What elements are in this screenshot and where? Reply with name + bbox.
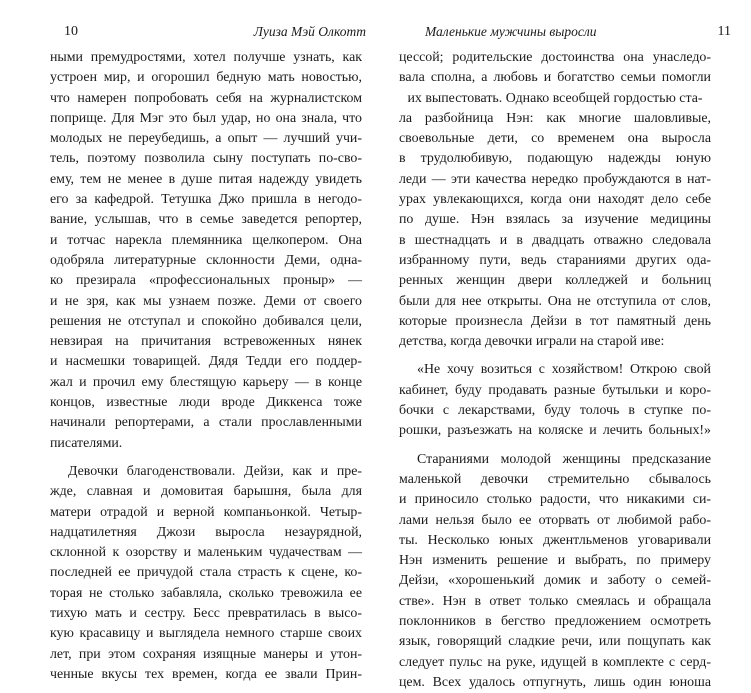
paragraph-gap: [399, 352, 711, 360]
text-line: вала сполна, а любовь и богатство семьи помогли: [399, 70, 711, 86]
text-line: одобряла литературные склонности Деми, одна-: [50, 252, 362, 268]
text-line: лами нельзя было ее оторвать от любимой рабо-: [399, 512, 711, 528]
text-line: невзирая на причитания встревоженных нянек: [50, 334, 362, 350]
left-running-head: Луиза Мэй Олкотт: [253, 24, 366, 39]
left-page-header: [50, 0, 366, 40]
text-line: своевольные дети, со временем она выросла: [399, 131, 711, 147]
text-line: жал и прочил ему блестящую карьеру — в конце: [50, 374, 362, 390]
text-line: и не зря, как мы узнаем позже. Деми от своего: [50, 293, 362, 309]
text-line: тихую мать и сестру. Бесс превратилась в высо-: [50, 606, 362, 622]
text-line: ко презирала «профессиональных проныр» —: [50, 273, 362, 289]
text-line: тель, поэтому позволила сыну поступать по-сво-: [50, 151, 362, 167]
text-line: решения не отступал и спокойно добивался цели,: [50, 313, 362, 329]
text-line: ренных женщин двери колледжей и больниц: [399, 273, 711, 289]
text-line: ты. Несколько юных джентльменов уговаривали: [399, 532, 711, 548]
right-page-number: 11: [717, 24, 731, 39]
text-line: детства, когда девочки играли на старой иве:: [399, 334, 665, 350]
text-line: Нэн изменить решение и выбрать, по примеру: [399, 553, 711, 569]
text-line: их выпестовать. Однако всеобщей гордостью ста-: [407, 90, 703, 106]
text-line: поприще. Для Мэг это был удар, но она знала, что: [50, 110, 362, 126]
paragraph-gap: [399, 442, 711, 450]
right-page-text: [399, 48, 711, 693]
text-line: торая не столько забавляла, сколько тревожила ее: [50, 585, 362, 601]
text-line: стве». Нэн в ответ только смеялась и обращала: [399, 593, 711, 609]
text-line: жде, славная и домовитая барышня, была для: [50, 484, 362, 500]
text-line: в шестнадцать и в двадцать отважно следовала: [399, 232, 711, 248]
text-line: рошки, разъезжать на коляске и лечить больных!»: [399, 423, 711, 439]
right-page-header: [399, 0, 731, 40]
text-line: урах увлекающихся, когда они находят дело себе: [399, 192, 711, 208]
text-line: ему, тем не менее в душе питая надежду увидеть: [50, 171, 362, 187]
text-line: маленькой девочки стремительно сбывалось: [399, 471, 711, 487]
text-line: вание, услышав, что в семье заведется репортер,: [50, 212, 362, 228]
text-line: цем. Всех удалось отпугнуть, лишь один юноша: [399, 674, 711, 690]
text-line: избранному пути, ведь стараниями других ода-: [399, 252, 711, 268]
text-line: и насмешки товарищей. Дядя Тедди его поддер-: [50, 354, 362, 370]
text-line: что намерен попробовать себя на журналистском: [50, 90, 362, 106]
right-running-head: Маленькие мужчины выросли: [425, 24, 597, 39]
text-line: которые произнесла Дейзи в тот памятный день: [399, 313, 711, 329]
text-line: Стараниями молодой женщины предсказание: [417, 451, 711, 467]
text-line: кую красавицу и выглядела немного старше своих: [50, 626, 362, 642]
text-line: концов, известные люди вроде Диккенса тоже: [50, 395, 362, 411]
text-line: матери отрадой и верной компаньонкой. Четыр-: [50, 504, 362, 520]
text-line: писателями.: [50, 435, 123, 451]
text-line: его за кафедрой. Тетушка Джо пришла в негодо-: [50, 192, 362, 208]
text-line: бочки с лекарствами, буду толочь в ступке по-: [399, 403, 711, 419]
text-line: ла разбойница Нэн: как многие шаловливые,: [399, 110, 711, 126]
text-line: следует пульс на руке, идущей в комплекте с серд-: [399, 654, 711, 670]
text-line: кабинет, буду продавать разные бутыльки и коро-: [399, 382, 711, 398]
text-line: Дейзи, «хорошенький домик и заботу о семей-: [399, 573, 711, 589]
text-line: были для нее открыты. Она не отступила от слов,: [399, 293, 711, 309]
text-line: и тотчас нарекла племянника щелкопером. Она: [50, 232, 362, 248]
text-line: склонной к озорству и маленьким чудачествам —: [50, 545, 362, 561]
left-page-number: 10: [64, 24, 78, 39]
paragraph-gap: [50, 454, 362, 462]
left-page: [50, 0, 366, 682]
text-line: устроен мир, и огорошил бедную мать новостью,: [50, 70, 362, 86]
text-line: лет, при этом сохраняя изящные манеры и утон-: [50, 646, 362, 662]
text-line: ченные вкусы тех времен, когда ее звали Прин-: [50, 666, 362, 682]
text-line: последней ее причудой стала страсть к сцене, ко-: [50, 565, 362, 581]
text-line: начинали репортерами, а стали прославленными: [50, 415, 362, 431]
text-line: и приносило столько радости, что никакими си-: [399, 492, 711, 508]
text-line: язык, говорящий сладкие речи, или пощупать как: [399, 634, 711, 650]
text-line: ными премудростями, хотел получше узнать, как: [50, 50, 362, 65]
text-line: цессой; родительские достоинства она унаследо-: [399, 50, 711, 65]
text-line: надцатилетняя Джози выросла незаурядной,: [50, 524, 362, 540]
text-line: леди — эти качества нередко пробуждаются в нат-: [399, 171, 711, 187]
text-line: Девочки благоденствовали. Дейзи, как и пре-: [68, 463, 362, 479]
right-page: [399, 0, 731, 690]
text-line: «Не хочу возиться с хозяйством! Открою свой: [417, 362, 711, 378]
text-line: в трудолюбивую, подающую надежды юную: [399, 151, 711, 167]
text-line: поклонников в бегство предложением осмотреть: [399, 614, 711, 630]
text-line: молодых не переубедишь, а опыт — лучший учи-: [50, 131, 362, 147]
left-page-text: [50, 48, 362, 685]
text-line: по душе. Нэн взялась за изучение медицины: [399, 212, 711, 228]
